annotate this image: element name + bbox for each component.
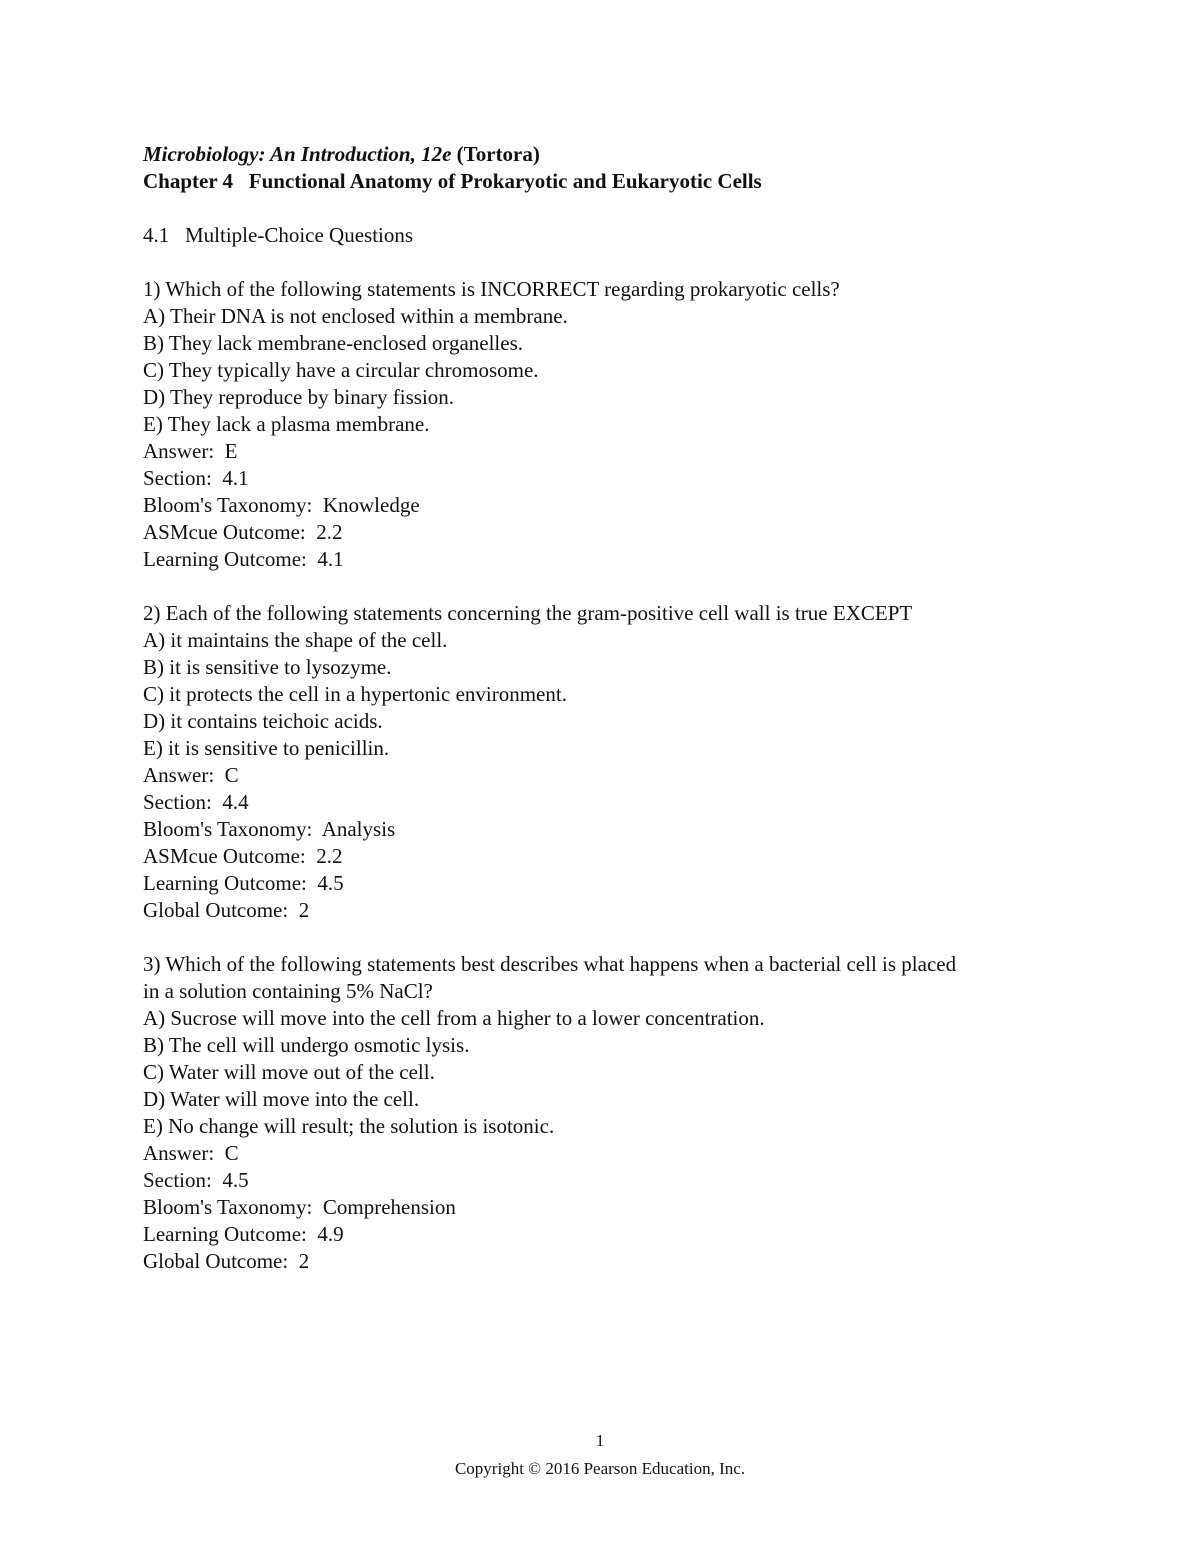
- spacer: [143, 924, 1103, 951]
- answer-key: Answer: E: [143, 439, 238, 463]
- book-title-line: [143, 141, 1103, 168]
- book-title: Microbiology: An Introduction, 12e: [143, 142, 452, 166]
- question-stem: 2) Each of the following statements concerning the gram-positive cell wall is true EXCEPT: [143, 601, 913, 625]
- copyright-notice: Copyright © 2016 Pearson Education, Inc.: [454, 1459, 746, 1478]
- answer-option: A) it maintains the shape of the cell.: [143, 628, 448, 652]
- answer-option: D) Water will move into the cell.: [143, 1087, 420, 1111]
- answer-option: B) They lack membrane-enclosed organelles.: [143, 331, 523, 355]
- blooms-taxonomy: Bloom's Taxonomy: Knowledge: [143, 493, 420, 517]
- section-ref: Section: 4.5: [143, 1168, 249, 1192]
- answer-option: A) Sucrose will move into the cell from a higher to a lower concentration.: [143, 1006, 765, 1030]
- global-outcome: Global Outcome: 2: [143, 898, 310, 922]
- answer-key: Answer: C: [143, 763, 239, 787]
- asmcue-outcome: ASMcue Outcome: 2.2: [143, 520, 343, 544]
- answer-option: C) Water will move out of the cell.: [143, 1060, 435, 1084]
- section-heading: 4.1 Multiple-Choice Questions: [143, 223, 414, 247]
- book-author: (Tortora): [456, 142, 540, 166]
- question-stem: 1) Which of the following statements is INCORRECT regarding prokaryotic cells?: [143, 277, 840, 301]
- question-1: [143, 276, 1103, 573]
- global-outcome: Global Outcome: 2: [143, 1249, 310, 1273]
- answer-option: C) They typically have a circular chromosome.: [143, 358, 539, 382]
- answer-option: B) it is sensitive to lysozyme.: [143, 655, 392, 679]
- asmcue-outcome: ASMcue Outcome: 2.2: [143, 844, 343, 868]
- spacer: [143, 195, 1103, 222]
- answer-option: E) No change will result; the solution is isotonic.: [143, 1114, 555, 1138]
- question-3: [143, 951, 1103, 1275]
- blooms-taxonomy: Bloom's Taxonomy: Comprehension: [143, 1195, 456, 1219]
- answer-option: A) Their DNA is not enclosed within a membrane.: [143, 304, 568, 328]
- section-ref: Section: 4.1: [143, 466, 249, 490]
- answer-key: Answer: C: [143, 1141, 239, 1165]
- section-ref: Section: 4.4: [143, 790, 249, 814]
- spacer: [143, 573, 1103, 600]
- question-2: [143, 600, 1103, 924]
- answer-option: B) The cell will undergo osmotic lysis.: [143, 1033, 470, 1057]
- document-body: [143, 141, 1103, 1275]
- learning-outcome: Learning Outcome: 4.1: [143, 547, 344, 571]
- answer-option: D) it contains teichoic acids.: [143, 709, 383, 733]
- question-stem: in a solution containing 5% NaCl?: [143, 979, 433, 1003]
- learning-outcome: Learning Outcome: 4.5: [143, 871, 344, 895]
- question-stem: 3) Which of the following statements best describes what happens when a bacterial cell is placed: [143, 952, 957, 976]
- spacer: [143, 249, 1103, 276]
- chapter-title: Chapter 4 Functional Anatomy of Prokaryotic and Eukaryotic Cells: [143, 169, 762, 193]
- answer-option: E) They lack a plasma membrane.: [143, 412, 430, 436]
- answer-option: D) They reproduce by binary fission.: [143, 385, 455, 409]
- blooms-taxonomy: Bloom's Taxonomy: Analysis: [143, 817, 396, 841]
- answer-option: E) it is sensitive to penicillin.: [143, 736, 390, 760]
- learning-outcome: Learning Outcome: 4.9: [143, 1222, 344, 1246]
- answer-option: C) it protects the cell in a hypertonic environment.: [143, 682, 567, 706]
- page-number: 1: [595, 1431, 605, 1450]
